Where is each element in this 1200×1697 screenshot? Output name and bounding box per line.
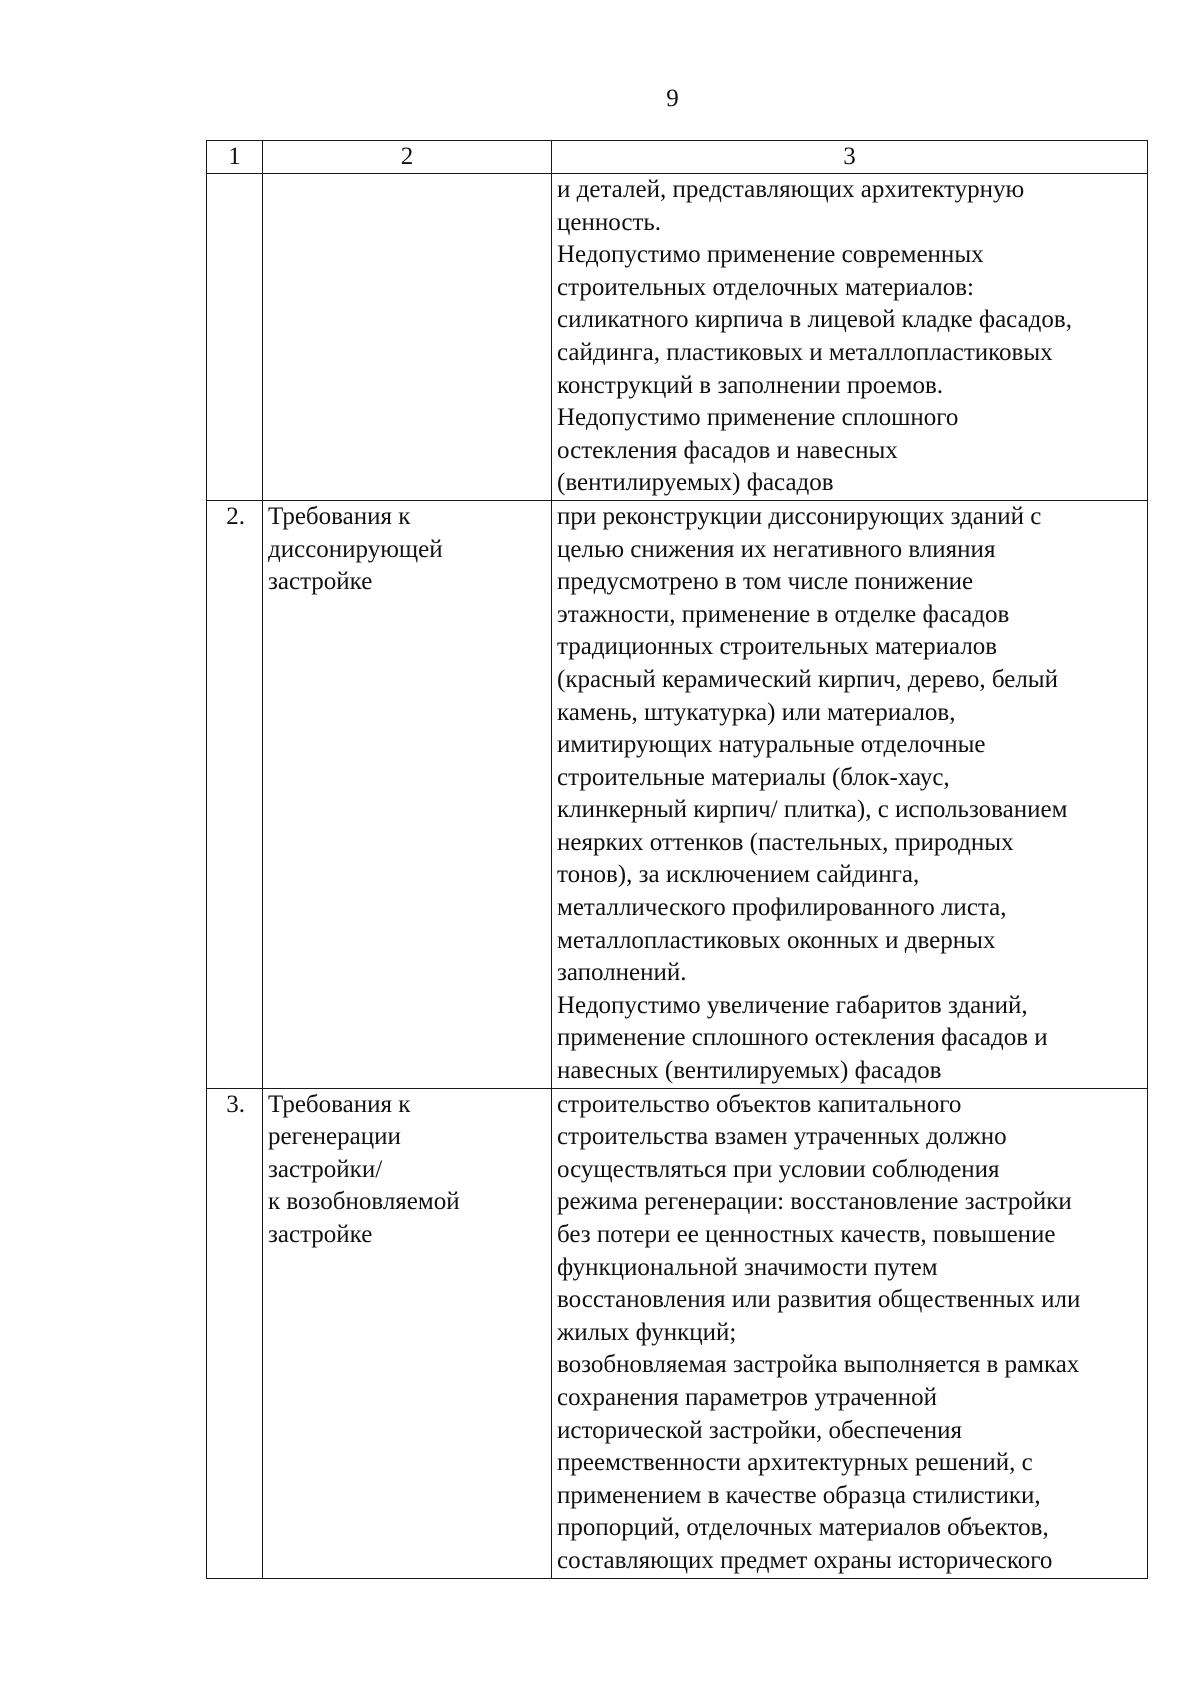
text-line: применением в качестве образца стилистики, xyxy=(557,1481,1041,1509)
page-number: 9 xyxy=(666,85,679,112)
title-line: застройке xyxy=(268,568,373,596)
text-line: Недопустимо применение современных xyxy=(557,241,984,269)
text-line: конструкций в заполнении проемов. xyxy=(557,371,944,399)
text-line: преемственности архитектурных решений, с xyxy=(557,1449,1033,1477)
text-line: и деталей, представляющих архитектурную xyxy=(557,176,1025,203)
text-line: имитирующих натуральные отделочные xyxy=(557,731,986,759)
text-line: предусмотрено в том числе понижение xyxy=(557,568,974,596)
text-line: строительные материалы (блок-хаус, xyxy=(557,763,950,791)
title-line: регенерации xyxy=(268,1123,401,1151)
text-line: неярких оттенков (пастельных, природных xyxy=(557,828,1014,856)
requirements-table xyxy=(206,140,1148,1579)
header-col-2: 2 xyxy=(263,141,552,174)
table-row xyxy=(207,500,1148,1088)
title-line: диссонирующей xyxy=(268,535,443,563)
title-line: Требования к xyxy=(268,502,411,530)
text-line: (красный керамический кирпич, дерево, белый xyxy=(557,665,1058,693)
text-line: (вентилируемых) фасадов xyxy=(557,469,834,497)
text-line: применение сплошного остекления фасадов и xyxy=(557,1024,1048,1052)
table-row xyxy=(207,174,1148,501)
header-col-3: 3 xyxy=(552,141,1148,174)
text-line: режима регенерации: восстановление застройки xyxy=(557,1188,1072,1216)
text-line: камень, штукатурка) или материалов, xyxy=(557,698,956,726)
requirement-title xyxy=(263,174,552,501)
text-line: осуществляться при условии соблюдения xyxy=(557,1155,1000,1183)
text-line: традиционных строительных материалов xyxy=(557,633,998,661)
text-line: тонов), за исключением сайдинга, xyxy=(557,861,920,889)
text-line: силикатного кирпича в лицевой кладке фасадов, xyxy=(557,306,1072,334)
text-line: составляющих предмет охраны исторического xyxy=(557,1546,1053,1574)
text-line: функциональной значимости путем xyxy=(557,1253,938,1281)
text-line: остекления фасадов и навесных xyxy=(557,436,898,464)
text-line: навесных (вентилируемых) фасадов xyxy=(557,1057,942,1085)
requirement-text xyxy=(552,1088,1148,1578)
text-line: сайдинга, пластиковых и металлопластиковых xyxy=(557,338,1053,366)
row-number: 2. xyxy=(207,500,263,1088)
title-line: застройке xyxy=(268,1221,373,1248)
requirement-title xyxy=(263,500,552,1088)
text-line: исторической застройки, обеспечения xyxy=(557,1416,963,1444)
header-col-1: 1 xyxy=(207,141,263,174)
text-line: восстановления или развития общественных или xyxy=(557,1286,1081,1314)
text-line: ценность. xyxy=(557,208,662,236)
text-line: при реконструкции диссонирующих зданий с xyxy=(557,502,1042,530)
text-line: строительство объектов капитального xyxy=(557,1090,962,1118)
requirement-text xyxy=(552,500,1148,1088)
row-number xyxy=(207,174,263,501)
text-line: возобновляемая застройка выполняется в рамках xyxy=(557,1351,1080,1379)
row-number: 3. xyxy=(207,1088,263,1578)
text-line: пропорций, отделочных материалов объектов, xyxy=(557,1514,1049,1542)
text-line: целью снижения их негативного влияния xyxy=(557,535,996,563)
table-row xyxy=(207,1088,1148,1578)
text-line: строительных отделочных материалов: xyxy=(557,273,974,301)
requirement-title xyxy=(263,1088,552,1578)
text-line: Недопустимо увеличение габаритов зданий, xyxy=(557,991,1028,1019)
text-line: клинкерный кирпич/ плитка), с использованием xyxy=(557,796,1068,824)
text-line: без потери ее ценностных качеств, повышение xyxy=(557,1221,1056,1248)
text-line: сохранения параметров утраченной xyxy=(557,1383,937,1411)
text-line: Недопустимо применение сплошного xyxy=(557,404,959,432)
text-line: жилых функций; xyxy=(557,1318,737,1346)
text-line: заполнений. xyxy=(557,959,687,987)
table-header-row xyxy=(207,141,1148,174)
title-line: застройки/ xyxy=(268,1155,383,1183)
text-line: этажности, применение в отделке фасадов xyxy=(557,600,1010,628)
text-line: металлического профилированного листа, xyxy=(557,894,1007,922)
requirement-text xyxy=(552,174,1148,501)
title-line: Требования к xyxy=(268,1090,411,1118)
text-line: строительства взамен утраченных должно xyxy=(557,1123,1007,1151)
text-line: металлопластиковых оконных и дверных xyxy=(557,926,996,954)
title-line: к возобновляемой xyxy=(268,1188,460,1216)
